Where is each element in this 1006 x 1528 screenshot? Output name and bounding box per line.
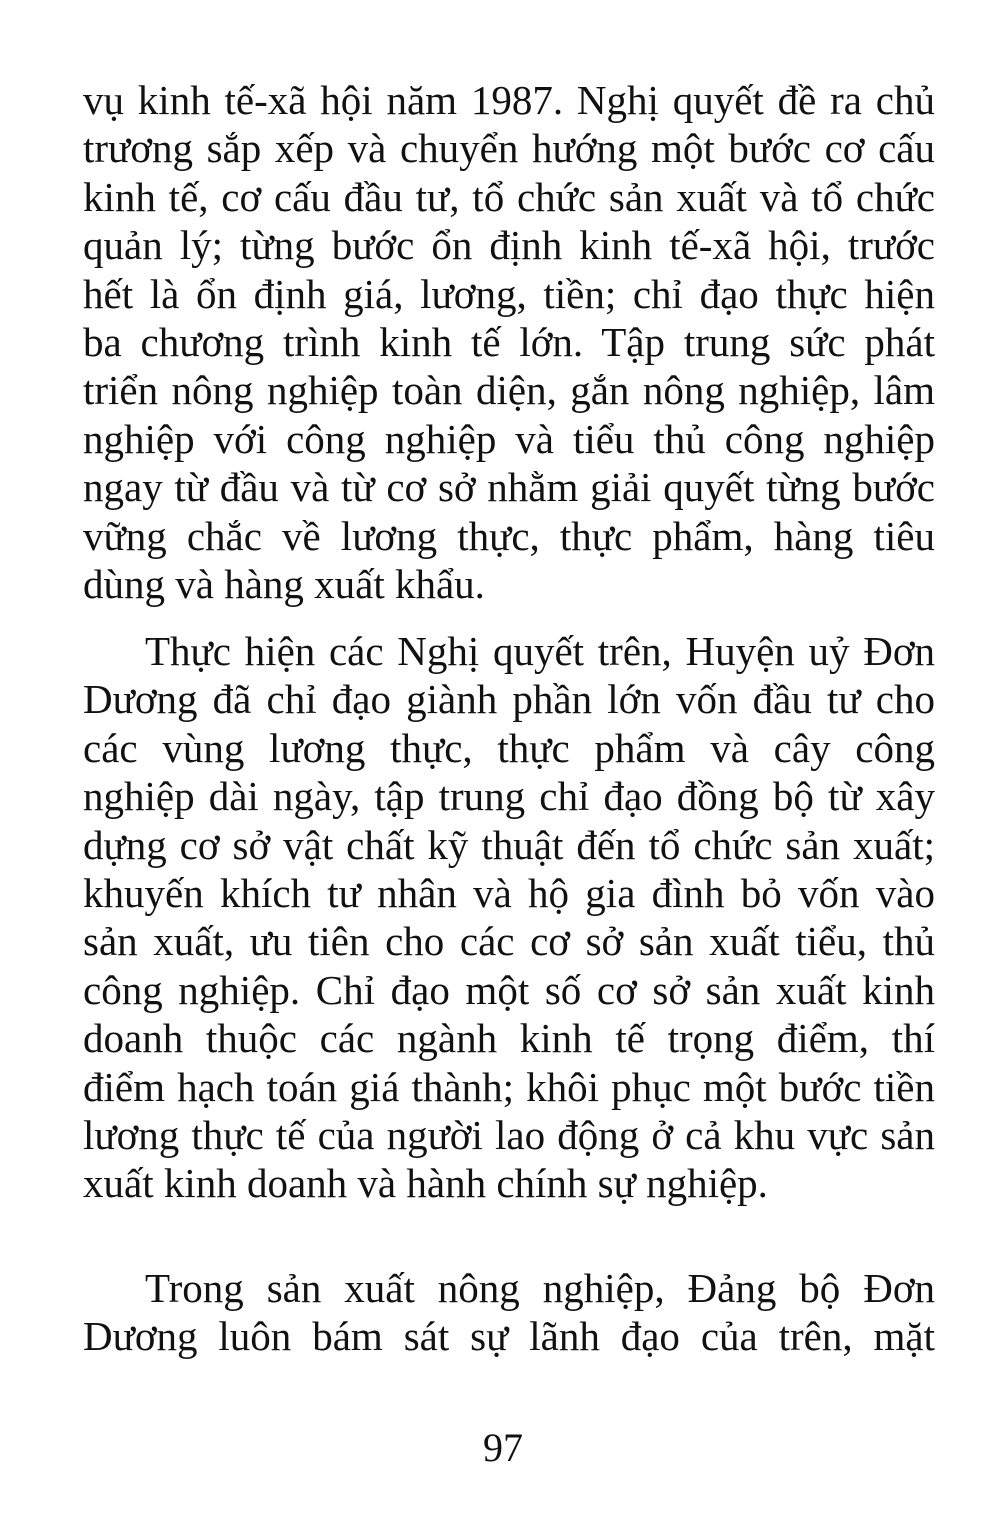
paragraph-line: lương thực tế của người lao động ở cả khu vực sản	[83, 1111, 935, 1158]
paragraph-2	[83, 627, 935, 1208]
paragraph-line: hết là ổn định giá, lương, tiền; chỉ đạo thực hiện	[83, 270, 935, 317]
page-number: 97	[483, 1425, 523, 1470]
paragraph-line: trương sắp xếp và chuyển hướng một bước cơ cấu	[83, 125, 935, 172]
paragraph-line: ngay từ đầu và từ cơ sở nhằm giải quyết từng bước	[83, 464, 935, 511]
paragraph-line: dùng và hàng xuất khẩu.	[83, 560, 485, 607]
paragraph-line: các vùng lương thực, thực phẩm và cây công	[83, 724, 935, 771]
paragraph-line: Thực hiện các Nghị quyết trên, Huyện uỷ Đơn	[145, 628, 935, 674]
paragraph-line: Dương đã chỉ đạo giành phần lớn vốn đầu tư cho	[83, 676, 935, 723]
paragraph-line: vụ kinh tế-xã hội năm 1987. Nghị quyết đề ra chủ	[83, 77, 935, 123]
paragraph-line: sản xuất, ưu tiên cho các cơ sở sản xuất tiểu, thủ	[83, 918, 935, 965]
paragraph-line: nghiệp dài ngày, tập trung chỉ đạo đồng bộ từ xây	[83, 773, 935, 820]
paragraph-line: Trong sản xuất nông nghiệp, Đảng bộ Đơn	[145, 1265, 935, 1311]
paragraph-line: dựng cơ sở vật chất kỹ thuật đến tổ chức sản xuất;	[83, 821, 935, 868]
paragraph-3	[83, 1264, 935, 1361]
paragraph-line: triển nông nghiệp toàn diện, gắn nông nghiệp, lâm	[83, 367, 935, 414]
paragraph-line: Dương luôn bám sát sự lãnh đạo của trên, mặt	[83, 1313, 935, 1360]
paragraph-line: nghiệp với công nghiệp và tiểu thủ công nghiệp	[83, 415, 935, 462]
paragraph-line: vững chắc về lương thực, thực phẩm, hàng tiêu	[83, 512, 935, 559]
paragraph-line: điểm hạch toán giá thành; khôi phục một bước tiền	[83, 1063, 935, 1110]
paragraph-line: quản lý; từng bước ổn định kinh tế-xã hội, trước	[83, 222, 935, 269]
paragraph-line: ba chương trình kinh tế lớn. Tập trung sức phát	[83, 318, 935, 365]
paragraph-1	[83, 76, 935, 608]
paragraph-line: doanh thuộc các ngành kinh tế trọng điểm, thí	[83, 1015, 935, 1062]
paragraph-line: khuyến khích tư nhân và hộ gia đình bỏ vốn vào	[83, 869, 935, 916]
paragraph-line: công nghiệp. Chỉ đạo một số cơ sở sản xuất kinh	[83, 966, 935, 1013]
paragraph-line: xuất kinh doanh và hành chính sự nghiệp.	[83, 1160, 768, 1207]
paragraph-line: kinh tế, cơ cấu đầu tư, tổ chức sản xuất và tổ chức	[83, 173, 935, 220]
